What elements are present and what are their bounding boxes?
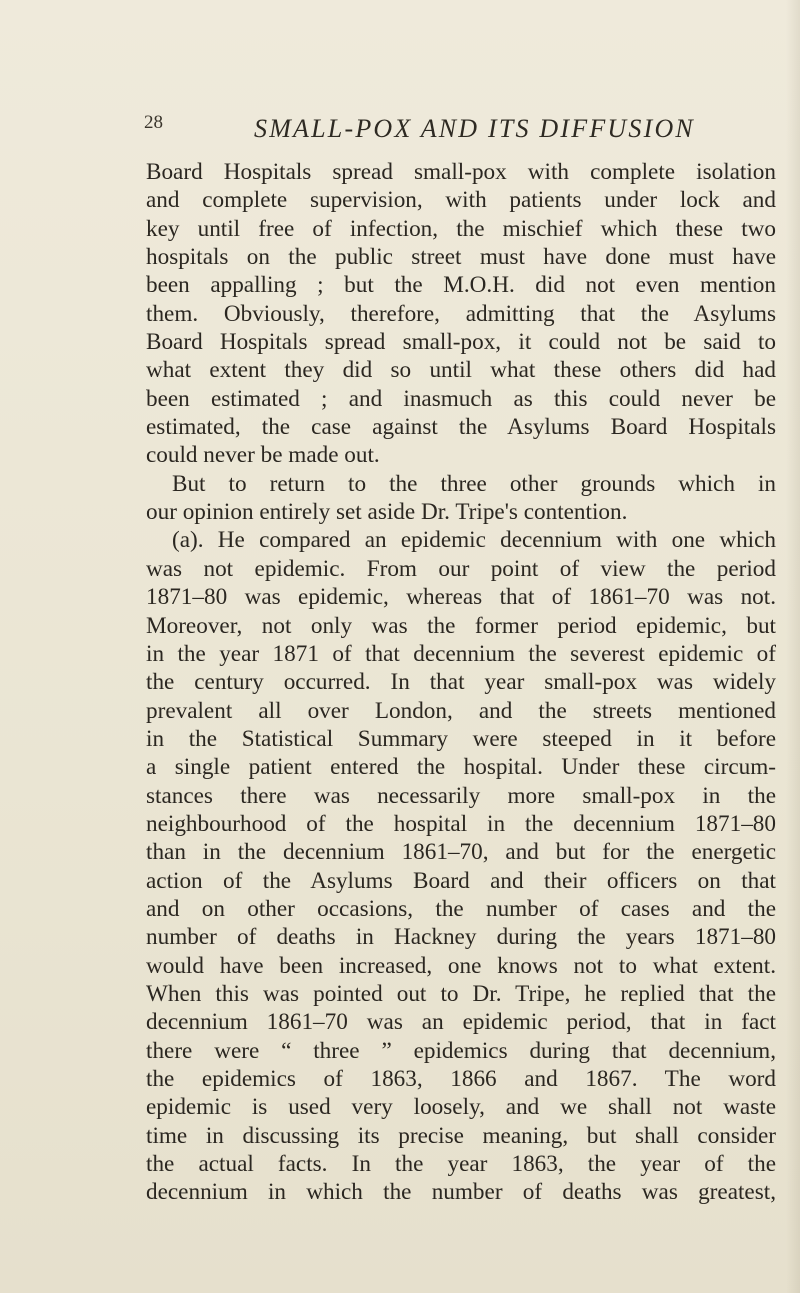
page-number: 28 xyxy=(144,112,163,133)
text-line: would have been increased, one knows not to what extent. xyxy=(146,952,776,979)
text-line: Moreover, not only was the former period epidemic, but xyxy=(146,612,776,639)
running-head xyxy=(144,112,774,146)
text-line: been appalling ; but the M.O.H. did not even mention xyxy=(146,272,776,299)
text-line: in the year 1871 of that decennium the severest epidemic of xyxy=(146,640,776,667)
text-line: When this was pointed out to Dr. Tripe, he replied that the xyxy=(146,980,776,1007)
text-line: epidemic is used very loosely, and we shall not waste xyxy=(146,1094,776,1121)
text-line: a single patient entered the hospital. Under these circum- xyxy=(146,754,776,781)
text-line: our opinion entirely set aside Dr. Tripe's contention. xyxy=(146,499,628,526)
text-line: action of the Asylums Board and their officers on that xyxy=(146,867,776,894)
text-line: key until free of infection, the mischief which these two xyxy=(146,215,776,242)
body-text xyxy=(146,158,776,1207)
text-line: number of deaths in Hackney during the years 1871–80 xyxy=(146,924,776,951)
text-line: 1871–80 was epidemic, whereas that of 1861–70 was not. xyxy=(146,584,776,611)
text-line: time in discussing its precise meaning, but shall consider xyxy=(146,1122,776,1149)
text-line: prevalent all over London, and the streets mentioned xyxy=(146,697,776,724)
text-line: been estimated ; and inasmuch as this could never be xyxy=(146,385,776,412)
text-line: the actual facts. In the year 1863, the year of the xyxy=(146,1151,776,1178)
text-line: Board Hospitals spread small-pox with complete isolation xyxy=(146,159,776,185)
text-line: stances there was necessarily more small-pox in the xyxy=(146,782,776,809)
text-line: there were “ three ” epidemics during that decennium, xyxy=(146,1037,776,1064)
text-line: was not epidemic. From our point of view the period xyxy=(146,555,776,582)
text-line: and on other occasions, the number of cases and the xyxy=(146,895,776,922)
text-line: decennium in which the number of deaths was greatest, xyxy=(146,1179,776,1206)
text-line: them. Obviously, therefore, admitting that the Asylums xyxy=(146,300,776,327)
text-line: (a). He compared an epidemic decennium with one which xyxy=(172,527,776,554)
text-line: than in the decennium 1861–70, and but for the energetic xyxy=(146,839,776,866)
page-edge-shadow xyxy=(786,0,800,1293)
text-line: neighbourhood of the hospital in the decennium 1871–80 xyxy=(146,810,776,837)
text-line: the century occurred. In that year small-pox was widely xyxy=(146,669,776,696)
text-line: Board Hospitals spread small-pox, it could not be said to xyxy=(146,329,776,356)
text-line: and complete supervision, with patients under lock and xyxy=(146,187,776,214)
text-line: what extent they did so until what these others did had xyxy=(146,357,776,384)
text-line: in the Statistical Summary were steeped in it before xyxy=(146,725,776,752)
running-title: SMALL-POX AND ITS DIFFUSION xyxy=(254,114,695,143)
text-line: hospitals on the public street must have done must have xyxy=(146,244,776,271)
text-line: estimated, the case against the Asylums Board Hospitals xyxy=(146,414,776,441)
text-line: the epidemics of 1863, 1866 and 1867. The word xyxy=(146,1066,776,1092)
text-line: decennium 1861–70 was an epidemic period, that in fact xyxy=(146,1009,776,1036)
text-line: But to return to the three other grounds which in xyxy=(172,470,776,497)
text-line: could never be made out. xyxy=(146,442,380,469)
